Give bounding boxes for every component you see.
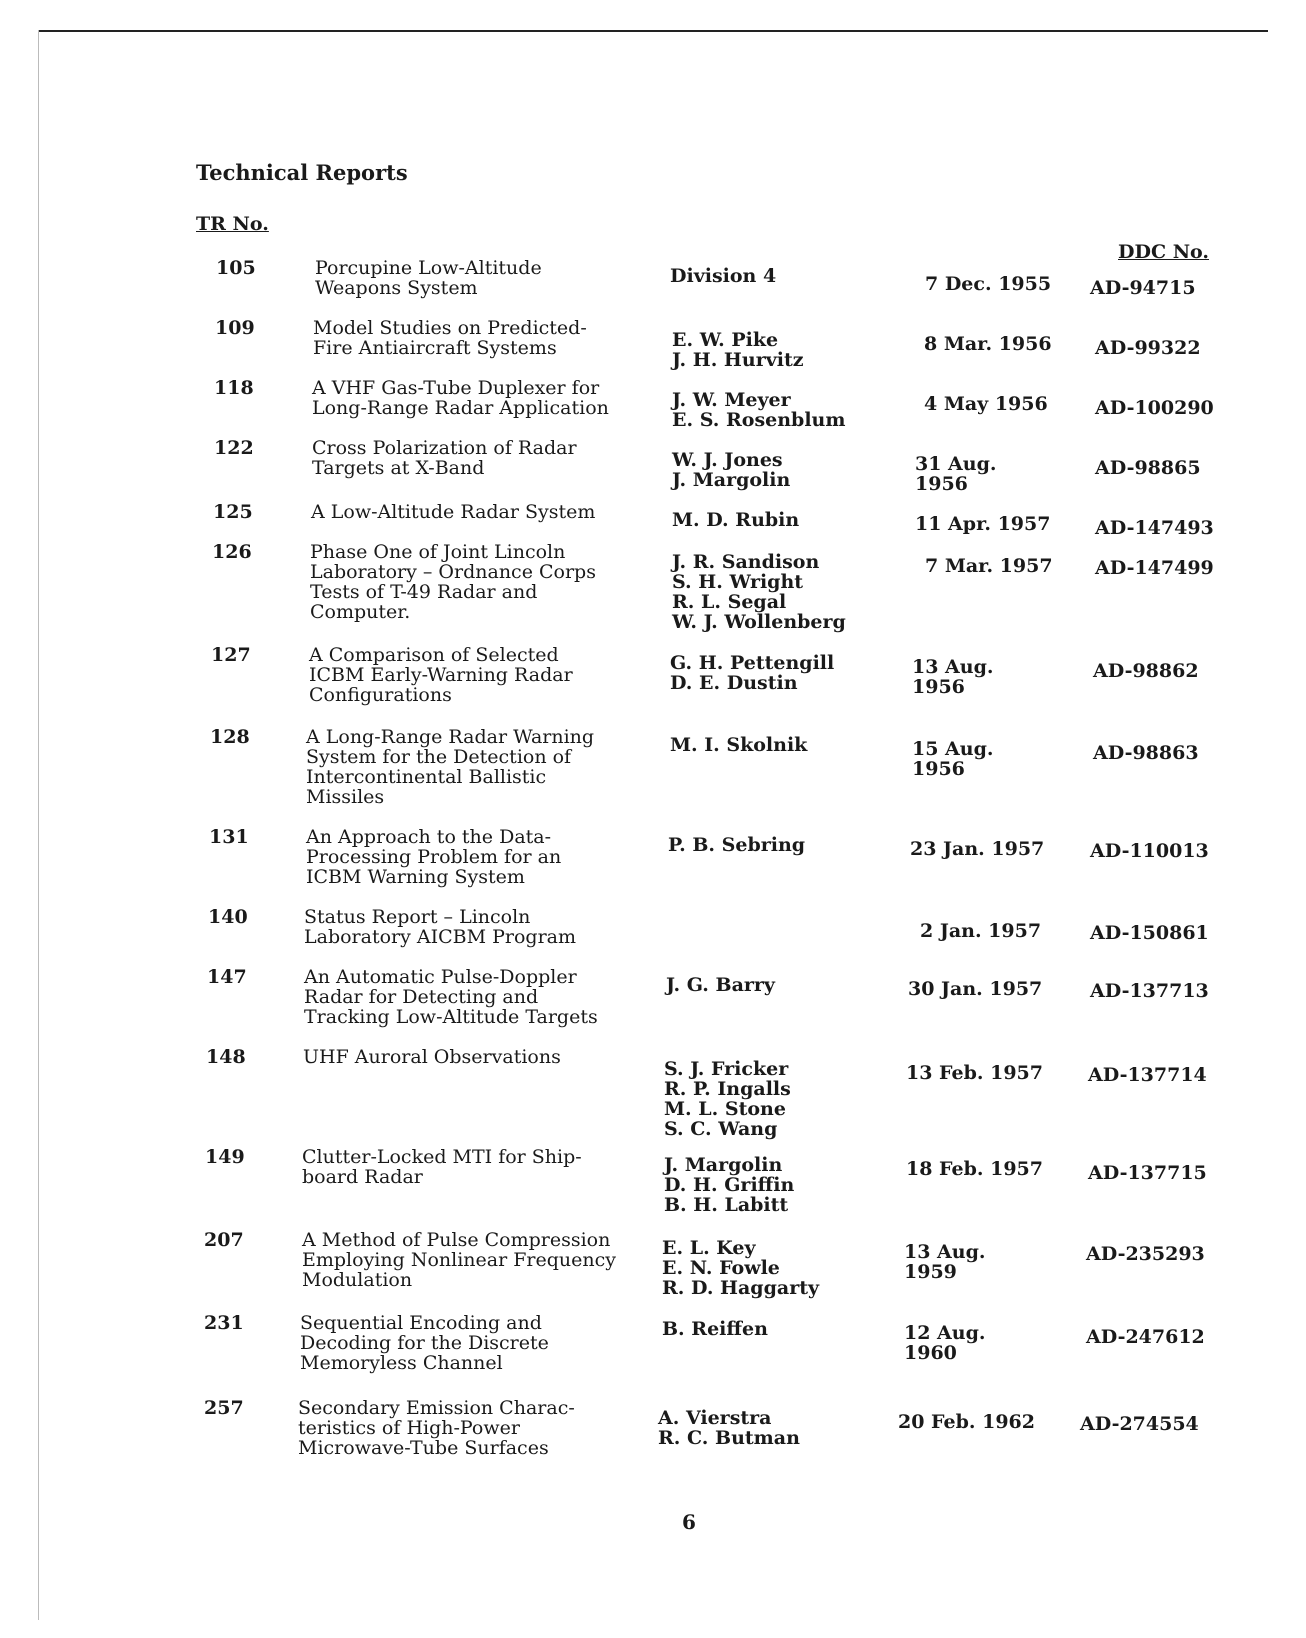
tr-number: 125: [213, 501, 253, 523]
report-date: 11 Apr. 1957: [915, 513, 1051, 535]
tr-number: 122: [214, 437, 254, 459]
column-header-tr-no: TR No.: [196, 213, 269, 235]
ddc-number: AD-274554: [1080, 1413, 1199, 1435]
tr-number: 257: [204, 1397, 244, 1419]
page-left-edge: [38, 30, 39, 1620]
ddc-number: AD-137714: [1088, 1064, 1207, 1086]
report-authors: J. Margolin D. H. Griffin B. H. Labitt: [664, 1154, 795, 1216]
report-title: An Approach to the Data- Processing Problem for an ICBM Warning System: [306, 826, 562, 888]
ddc-number: AD-235293: [1086, 1243, 1205, 1265]
page-number: 6: [682, 1510, 696, 1534]
report-date: 23 Jan. 1957: [910, 838, 1045, 860]
report-title: Phase One of Joint Lincoln Laboratory – Ordnance Corps Tests of T-49 Radar and Computer.: [310, 541, 596, 623]
ddc-number: AD-137715: [1088, 1162, 1207, 1184]
report-authors: E. L. Key E. N. Fowle R. D. Haggarty: [662, 1237, 820, 1299]
report-date: 13 Feb. 1957: [906, 1062, 1043, 1084]
report-authors: J. R. Sandison S. H. Wright R. L. Segal W. J. Wollenberg: [672, 551, 846, 633]
report-date: 31 Aug. 1956: [915, 453, 997, 495]
report-date: 7 Mar. 1957: [925, 555, 1053, 577]
report-title: Porcupine Low-Altitude Weapons System: [315, 257, 542, 299]
report-title: A Comparison of Selected ICBM Early-Warning Radar Configurations: [309, 644, 573, 706]
report-date: 15 Aug. 1956: [912, 738, 994, 780]
report-authors: M. I. Skolnik: [670, 734, 808, 756]
report-authors: S. J. Fricker R. P. Ingalls M. L. Stone S. C. Wang: [664, 1058, 791, 1140]
report-title: A Method of Pulse Compression Employing Nonlinear Frequency Modulation: [302, 1229, 616, 1291]
tr-number: 126: [212, 541, 252, 563]
ddc-number: AD-147499: [1095, 557, 1214, 579]
ddc-number: AD-94715: [1090, 277, 1196, 299]
report-authors: P. B. Sebring: [668, 834, 806, 856]
report-date: 13 Aug. 1956: [912, 656, 994, 698]
report-authors: B. Reiffen: [662, 1318, 768, 1340]
tr-number: 148: [206, 1046, 246, 1068]
tr-number: 105: [216, 257, 256, 279]
report-date: 20 Feb. 1962: [898, 1411, 1035, 1433]
ddc-number: AD-147493: [1095, 517, 1214, 539]
report-authors: E. W. Pike J. H. Hurvitz: [672, 329, 804, 371]
report-title: A VHF Gas-Tube Duplexer for Long-Range Radar Application: [312, 377, 609, 419]
tr-number: 118: [214, 377, 254, 399]
report-title: Secondary Emission Charac- teristics of High-Power Microwave-Tube Surfaces: [298, 1397, 575, 1459]
ddc-number: AD-99322: [1095, 337, 1201, 359]
ddc-number: AD-98862: [1093, 660, 1199, 682]
report-date: 13 Aug. 1959: [904, 1241, 986, 1283]
ddc-number: AD-100290: [1095, 397, 1214, 419]
ddc-number: AD-110013: [1090, 840, 1209, 862]
report-title: Clutter-Locked MTI for Ship- board Radar: [302, 1146, 582, 1188]
ddc-number: AD-247612: [1086, 1326, 1205, 1348]
tr-number: 131: [209, 826, 249, 848]
report-authors: A. Vierstra R. C. Butman: [658, 1407, 800, 1449]
report-authors: W. J. Jones J. Margolin: [672, 449, 791, 491]
tr-number: 147: [207, 966, 247, 988]
tr-number: 207: [204, 1229, 244, 1251]
page-title: Technical Reports: [196, 160, 408, 185]
ddc-number: AD-150861: [1090, 922, 1209, 944]
report-date: 12 Aug. 1960: [904, 1322, 986, 1364]
tr-number: 140: [208, 906, 248, 928]
report-title: A Long-Range Radar Warning System for the Detection of Intercontinental Ballistic Missiles: [306, 726, 595, 808]
report-title: An Automatic Pulse-Doppler Radar for Detecting and Tracking Low-Altitude Targets: [304, 966, 598, 1028]
tr-number: 127: [211, 644, 251, 666]
report-title: Cross Polarization of Radar Targets at X-Band: [312, 437, 577, 479]
report-authors: J. G. Barry: [666, 974, 775, 996]
tr-number: 231: [204, 1312, 244, 1334]
report-title: Status Report – Lincoln Laboratory AICBM Program: [304, 906, 577, 948]
report-title: Sequential Encoding and Decoding for the Discrete Memoryless Channel: [300, 1312, 549, 1374]
report-authors: J. W. Meyer E. S. Rosenblum: [672, 389, 846, 431]
report-title: Model Studies on Predicted- Fire Antiaircraft Systems: [313, 317, 587, 359]
report-date: 2 Jan. 1957: [920, 920, 1042, 942]
ddc-number: AD-98865: [1095, 457, 1201, 479]
report-title: UHF Auroral Observations: [303, 1046, 561, 1068]
report-authors: M. D. Rubin: [672, 509, 800, 531]
ddc-number: AD-137713: [1090, 980, 1209, 1002]
column-header-ddc-no: DDC No.: [1118, 241, 1210, 263]
ddc-number: AD-98863: [1093, 742, 1199, 764]
tr-number: 128: [210, 726, 250, 748]
report-date: 4 May 1956: [924, 393, 1048, 415]
tr-number: 149: [205, 1146, 245, 1168]
report-date: 7 Dec. 1955: [925, 273, 1052, 295]
report-authors: G. H. Pettengill D. E. Dustin: [670, 652, 835, 694]
report-title: A Low-Altitude Radar System: [311, 501, 596, 523]
tr-number: 109: [215, 317, 255, 339]
report-date: 8 Mar. 1956: [924, 333, 1052, 355]
report-date: 30 Jan. 1957: [908, 978, 1043, 1000]
report-date: 18 Feb. 1957: [906, 1158, 1043, 1180]
top-rule: [38, 30, 1268, 32]
report-authors: Division 4: [670, 265, 777, 287]
